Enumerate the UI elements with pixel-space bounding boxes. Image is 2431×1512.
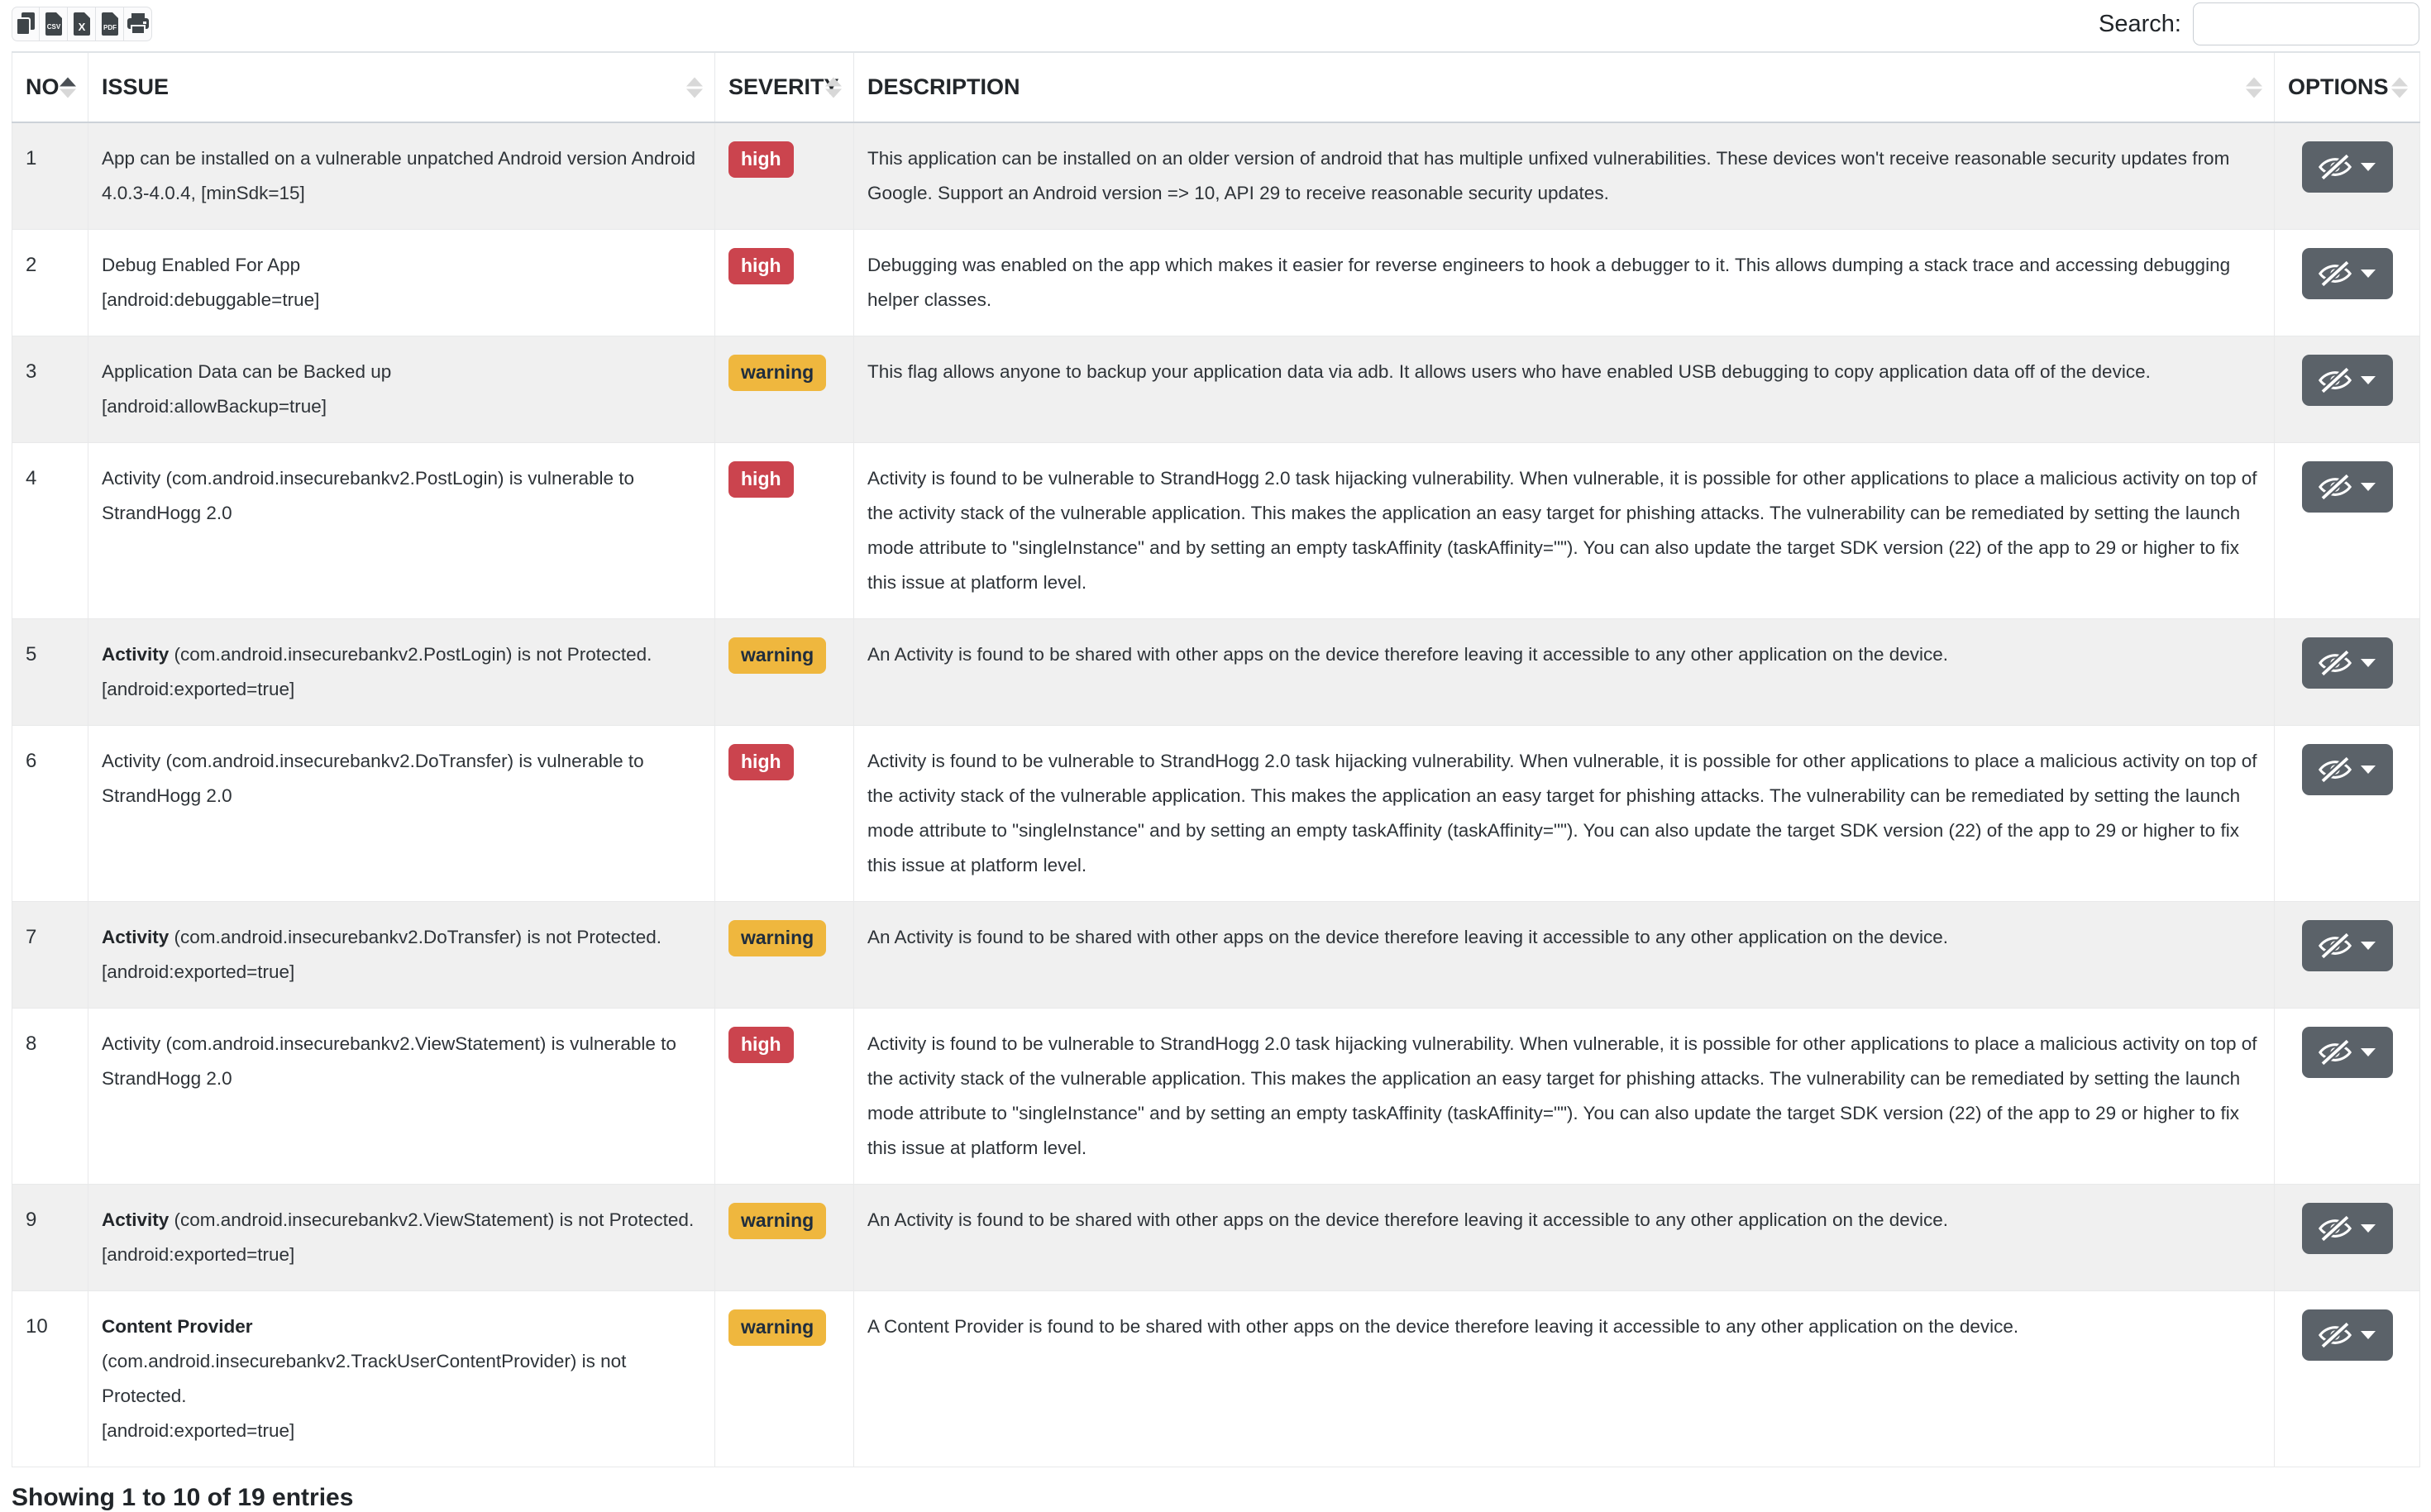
table-row (12, 336, 2420, 443)
issue-cell (88, 336, 715, 443)
issue-text: Application Data can be Backed up (102, 361, 392, 382)
table-row (12, 1291, 2420, 1467)
suppress-dropdown-button[interactable] (2302, 1203, 2393, 1254)
description-cell: This flag allows anyone to backup your application data via adb. It allows users who have enabled USB debugging to copy application data off of the device. (854, 336, 2275, 443)
sort-arrows-icon (60, 77, 76, 98)
description-cell: Activity is found to be vulnerable to StrandHogg 2.0 task hijacking vulnerability. When vulnerable, it is possible for other applications to place a malicious activity on top of the activity stack of the vulnerable application. This makes the application an easy target for phishing attacks. The vulnerability can be remediated by setting the launch mode attribute to "singleInstance" and by setting an empty taskAffinity (taskAffinity=""). You can also update the target SDK version (22) of the app to 29 or higher to fix this issue at platform level. (854, 1009, 2275, 1185)
description-cell: Activity is found to be vulnerable to StrandHogg 2.0 task hijacking vulnerability. When vulnerable, it is possible for other applications to place a malicious activity on top of the activity stack of the vulnerable application. This makes the application an easy target for phishing attacks. The vulnerability can be remediated by setting the launch mode attribute to "singleInstance" and by setting an empty taskAffinity (taskAffinity=""). You can also update the target SDK version (22) of the app to 29 or higher to fix this issue at platform level. (854, 726, 2275, 902)
file-pdf-icon (101, 12, 119, 36)
issue-cell (88, 619, 715, 726)
row-number-cell: 1 (12, 122, 88, 230)
table-body (12, 122, 2420, 1467)
file-csv-icon (45, 12, 63, 36)
issue-bold-text: Activity (102, 644, 170, 665)
severity-badge: warning (728, 1309, 826, 1346)
svg-text:PDF: PDF (103, 24, 117, 31)
issue-cell (88, 1291, 715, 1467)
suppress-dropdown-button[interactable] (2302, 1027, 2393, 1078)
severity-badge: high (728, 1027, 794, 1063)
description-cell: Activity is found to be vulnerable to StrandHogg 2.0 task hijacking vulnerability. When vulnerable, it is possible for other applications to place a malicious activity on top of the activity stack of the vulnerable application. This makes the application an easy target for phishing attacks. The vulnerability can be remediated by setting the launch mode attribute to "singleInstance" and by setting an empty taskAffinity (taskAffinity=""). You can also update the target SDK version (22) of the app to 29 or higher to fix this issue at platform level. (854, 443, 2275, 619)
column-header-label: NO (26, 74, 60, 99)
severity-badge: warning (728, 637, 826, 674)
eye-slash-icon (2319, 650, 2352, 676)
column-header-label: DESCRIPTION (867, 74, 1020, 99)
severity-badge: warning (728, 920, 826, 956)
eye-slash-icon (2319, 154, 2352, 180)
row-number-cell: 6 (12, 726, 88, 902)
caret-down-icon (2361, 1048, 2376, 1056)
issue-bold-text: Content Provider (102, 1316, 253, 1337)
caret-down-icon (2361, 483, 2376, 491)
severity-badge: high (728, 248, 794, 284)
suppress-dropdown-button[interactable] (2302, 744, 2393, 795)
table-row (12, 726, 2420, 902)
options-cell (2275, 1009, 2420, 1185)
severity-cell (715, 902, 854, 1009)
sort-arrows-icon (2246, 77, 2262, 98)
row-number-cell: 7 (12, 902, 88, 1009)
caret-down-icon (2361, 269, 2376, 278)
svg-text:CSV: CSV (46, 23, 60, 31)
caret-down-icon (2361, 766, 2376, 774)
issue-text: Activity (com.android.insecurebankv2.PostLogin) is vulnerable to StrandHogg 2.0 (102, 468, 635, 523)
sort-arrows-icon (825, 77, 842, 98)
issue-text: (com.android.insecurebankv2.DoTransfer) is not Protected. (169, 927, 661, 947)
issue-text: (com.android.insecurebankv2.TrackUserContentProvider) is not Protected. (102, 1351, 627, 1406)
issue-text: Debug Enabled For App (102, 255, 301, 275)
options-cell (2275, 443, 2420, 619)
issue-text: App can be installed on a vulnerable unpatched Android version Android 4.0.3-4.0.4, [minSdk=15] (102, 148, 696, 203)
eye-slash-icon (2319, 474, 2352, 500)
description-cell: This application can be installed on an older version of android that has multiple unfixed vulnerabilities. These devices won't receive reasonable security updates from Google. Support an Android version => 10, API 29 to receive reasonable security updates. (854, 122, 2275, 230)
table-row (12, 443, 2420, 619)
severity-badge: warning (728, 1203, 826, 1239)
severity-cell (715, 1009, 854, 1185)
search-input[interactable] (2193, 2, 2419, 45)
issue-text: (com.android.insecurebankv2.ViewStatement) is not Protected. (169, 1209, 695, 1230)
options-cell (2275, 230, 2420, 336)
options-cell (2275, 619, 2420, 726)
description-cell: Debugging was enabled on the app which makes it easier for reverse engineers to hook a debugger to it. This allows dumping a stack trace and accessing debugging helper classes. (854, 230, 2275, 336)
caret-down-icon (2361, 1224, 2376, 1233)
row-number-cell: 5 (12, 619, 88, 726)
row-number-cell: 8 (12, 1009, 88, 1185)
csv-export-button[interactable] (40, 7, 68, 41)
print-icon (127, 13, 149, 35)
row-number-cell: 2 (12, 230, 88, 336)
issue-cell (88, 122, 715, 230)
column-header-description[interactable] (854, 52, 2275, 122)
table-row (12, 1185, 2420, 1291)
eye-slash-icon (2319, 1322, 2352, 1348)
options-cell (2275, 336, 2420, 443)
issue-text: (com.android.insecurebankv2.PostLogin) is not Protected. (169, 644, 652, 665)
caret-down-icon (2361, 1331, 2376, 1339)
issue-cell (88, 726, 715, 902)
eye-slash-icon (2319, 932, 2352, 959)
table-row (12, 230, 2420, 336)
severity-cell (715, 726, 854, 902)
suppress-dropdown-button[interactable] (2302, 637, 2393, 689)
severity-badge: warning (728, 355, 826, 391)
search-label: Search: (2099, 10, 2181, 37)
file-excel-icon (73, 12, 91, 36)
table-info-text: Showing 1 to 10 of 19 entries (12, 1484, 354, 1511)
column-header-label: ISSUE (102, 74, 170, 99)
severity-badge: high (728, 744, 794, 780)
eye-slash-icon (2319, 367, 2352, 394)
column-header-options[interactable] (2275, 52, 2420, 122)
options-cell (2275, 1291, 2420, 1467)
issue-cell (88, 230, 715, 336)
issue-attribute-text: [android:debuggable=true] (102, 289, 320, 310)
eye-slash-icon (2319, 1039, 2352, 1066)
severity-badge: high (728, 461, 794, 498)
severity-cell (715, 619, 854, 726)
copy-button[interactable] (12, 7, 40, 41)
column-header-no[interactable] (12, 52, 88, 122)
issue-bold-text: Activity (102, 927, 170, 947)
description-cell: An Activity is found to be shared with other apps on the device therefore leaving it accessible to any other application on the device. (854, 1185, 2275, 1291)
issue-attribute-text: [android:exported=true] (102, 679, 295, 699)
export-button-group (12, 7, 152, 41)
table-row (12, 902, 2420, 1009)
caret-down-icon (2361, 942, 2376, 950)
caret-down-icon (2361, 376, 2376, 384)
sort-arrows-icon (686, 77, 703, 98)
sort-arrows-icon (2391, 77, 2408, 98)
search-area (2099, 2, 2419, 45)
severity-cell (715, 230, 854, 336)
column-header-severity[interactable] (715, 52, 854, 122)
description-cell: An Activity is found to be shared with other apps on the device therefore leaving it accessible to any other application on the device. (854, 619, 2275, 726)
severity-badge: high (728, 141, 794, 178)
severity-cell (715, 443, 854, 619)
suppress-dropdown-button[interactable] (2302, 920, 2393, 971)
row-number-cell: 9 (12, 1185, 88, 1291)
suppress-dropdown-button[interactable] (2302, 461, 2393, 513)
description-cell: A Content Provider is found to be shared with other apps on the device therefore leaving it accessible to any other application on the device. (854, 1291, 2275, 1467)
copy-icon (16, 12, 36, 36)
column-header-label: OPTIONS (2288, 74, 2389, 99)
table-row (12, 619, 2420, 726)
column-header-issue[interactable] (88, 52, 715, 122)
suppress-dropdown-button[interactable] (2302, 141, 2393, 193)
severity-cell (715, 122, 854, 230)
severity-cell (715, 1185, 854, 1291)
suppress-dropdown-button[interactable] (2302, 248, 2393, 299)
options-cell (2275, 902, 2420, 1009)
issue-cell (88, 443, 715, 619)
table-row (12, 122, 2420, 230)
pdf-export-button[interactable] (96, 7, 124, 41)
table-toolbar (12, 0, 2419, 51)
print-button[interactable] (124, 7, 152, 41)
eye-slash-icon (2319, 756, 2352, 783)
issue-attribute-text: [android:allowBackup=true] (102, 396, 327, 417)
suppress-dropdown-button[interactable] (2302, 355, 2393, 406)
options-cell (2275, 726, 2420, 902)
issue-attribute-text: [android:exported=true] (102, 1244, 295, 1265)
caret-down-icon (2361, 659, 2376, 667)
eye-slash-icon (2319, 1215, 2352, 1242)
table-header-row (12, 52, 2420, 122)
row-number-cell: 10 (12, 1291, 88, 1467)
issue-bold-text: Activity (102, 1209, 170, 1230)
column-header-label: SEVERITY (728, 74, 839, 99)
issue-cell (88, 902, 715, 1009)
options-cell (2275, 1185, 2420, 1291)
issue-cell (88, 1185, 715, 1291)
description-cell: An Activity is found to be shared with other apps on the device therefore leaving it accessible to any other application on the device. (854, 902, 2275, 1009)
eye-slash-icon (2319, 260, 2352, 287)
manifest-analysis-table (12, 51, 2420, 1467)
issue-text: Activity (com.android.insecurebankv2.ViewStatement) is vulnerable to StrandHogg 2.0 (102, 1033, 676, 1089)
options-cell (2275, 122, 2420, 230)
table-row (12, 1009, 2420, 1185)
severity-cell (715, 1291, 854, 1467)
issue-attribute-text: [android:exported=true] (102, 961, 295, 982)
caret-down-icon (2361, 163, 2376, 171)
issue-attribute-text: [android:exported=true] (102, 1420, 295, 1441)
svg-text:X: X (78, 21, 85, 33)
excel-export-button[interactable] (68, 7, 96, 41)
severity-cell (715, 336, 854, 443)
issue-cell (88, 1009, 715, 1185)
row-number-cell: 3 (12, 336, 88, 443)
issue-text: Activity (com.android.insecurebankv2.DoTransfer) is vulnerable to StrandHogg 2.0 (102, 751, 644, 806)
row-number-cell: 4 (12, 443, 88, 619)
suppress-dropdown-button[interactable] (2302, 1309, 2393, 1361)
